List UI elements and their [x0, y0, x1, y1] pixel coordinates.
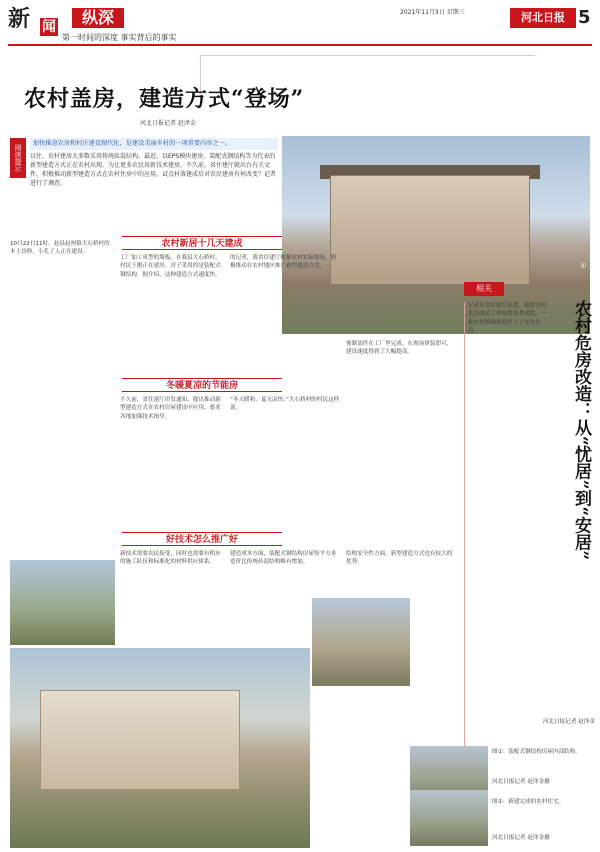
body-column-3c: 建造成本方面，装配式钢结构房屋每平方米造价比传统砖混结构略有增加。: [230, 551, 337, 566]
body-column-1: 10月22日11时，赵县赵州镇大石桥村的本土房修，小孔了人正在建设。: [10, 241, 110, 256]
sidebar-photo-2: [410, 790, 488, 846]
main-photo-building: [330, 175, 530, 285]
body-column-4: 预制部件在工厂里完成，在现场拼装即可，建设速度得到了大幅提高。: [346, 341, 453, 356]
photo-village-building: [40, 690, 240, 790]
section-tagline: 第一时间的深度 事实背后的事实: [62, 33, 177, 42]
sidebar-caption-2: 图②：新建完成的农村住宅。: [492, 799, 565, 805]
lead-tag: 阅读提示: [10, 138, 26, 178]
article-byline: 河北日报记者 赵泽金: [140, 120, 196, 127]
body-column-3b: “冬天暖和，夏天凉快。”大石桥村的村民这样说。: [230, 397, 340, 412]
sidebar-caption-1: 图①：装配式钢结构房屋内部结构。: [492, 749, 581, 755]
page-number: 5: [578, 7, 591, 28]
sidebar-byline: 河北日报记者 赵泽金: [542, 719, 595, 725]
main-photo-number: ①: [580, 262, 587, 270]
photo-interior: [312, 598, 410, 686]
sidebar-photo-credit-1: 河北日报记者 赵泽金摄: [492, 779, 550, 785]
photo-construction: [10, 560, 115, 645]
sidebar-tag: 相关: [464, 282, 504, 296]
paper-section-logo: 新: [8, 6, 31, 32]
body-column-4c: 结构安全性方面，新型建造方式也有较大的优势。: [346, 551, 453, 566]
subhead-2: 冬暖夏凉的节能房: [122, 378, 282, 392]
lead-highlight: 加快推进农房和村庄建设现代化，是建设美丽乡村的一项重要内容之一。: [30, 138, 278, 150]
section-title: 纵深: [72, 8, 124, 28]
lead-text: 以往，农村建房大多数采用传统砖混结构。最近，以EPS模块建房、装配式钢结构等为代表的新型建造方式正在农村出现。为让更多农民用新技术建房，不久前，省住建厅就出台有关文件，积极推动新型建造方式在农村住房中的应用。试点村落建成后对农民建房有何改变？记者进行了调查。: [30, 153, 277, 187]
date-line: 2021年11月3日 星期三: [400, 9, 465, 16]
header-rule: [8, 44, 592, 46]
sidebar-title: 农村危房改造：从“忧居”到“安居”: [571, 300, 591, 561]
paper-name: 河北日报: [510, 8, 576, 28]
body-column-2c: 新技术需要农民接受，同时也需要有相应的施工队伍和标准化的材料供应体系。: [120, 551, 221, 566]
sidebar-text: 记者从省住建厅获悉，我省农村危房改造工作取得显著成效，一批农村困难群众住上了安全住房。: [468, 303, 547, 335]
body-column-2: 工厂加工成型的墙板。在我县大石桥村，村民王刚正在建房，房子采用的是装配式钢结构，据介绍，这种建造方式速度快。: [120, 255, 221, 278]
subhead-3: 好技术怎么推广好: [122, 532, 282, 546]
sidebar-photo-credit-2: 河北日报记者 赵泽金摄: [492, 835, 550, 841]
body-column-2b: 不久前，省住建厅印发通知，提出推动新型建造方式在农村房屋建设中应用，要求各地加强技术指导。: [120, 397, 221, 420]
body-column-3: 的记者，我省住建厅根据农村实际情况，积极推动在农村地区推广新型建造方式。: [230, 255, 337, 270]
article-title: 农村盖房，建造方式“登场”: [24, 86, 305, 112]
subhead-1: 农村新居十几天建成: [122, 236, 282, 250]
paper-section-logo-badge: 闻: [42, 19, 56, 35]
